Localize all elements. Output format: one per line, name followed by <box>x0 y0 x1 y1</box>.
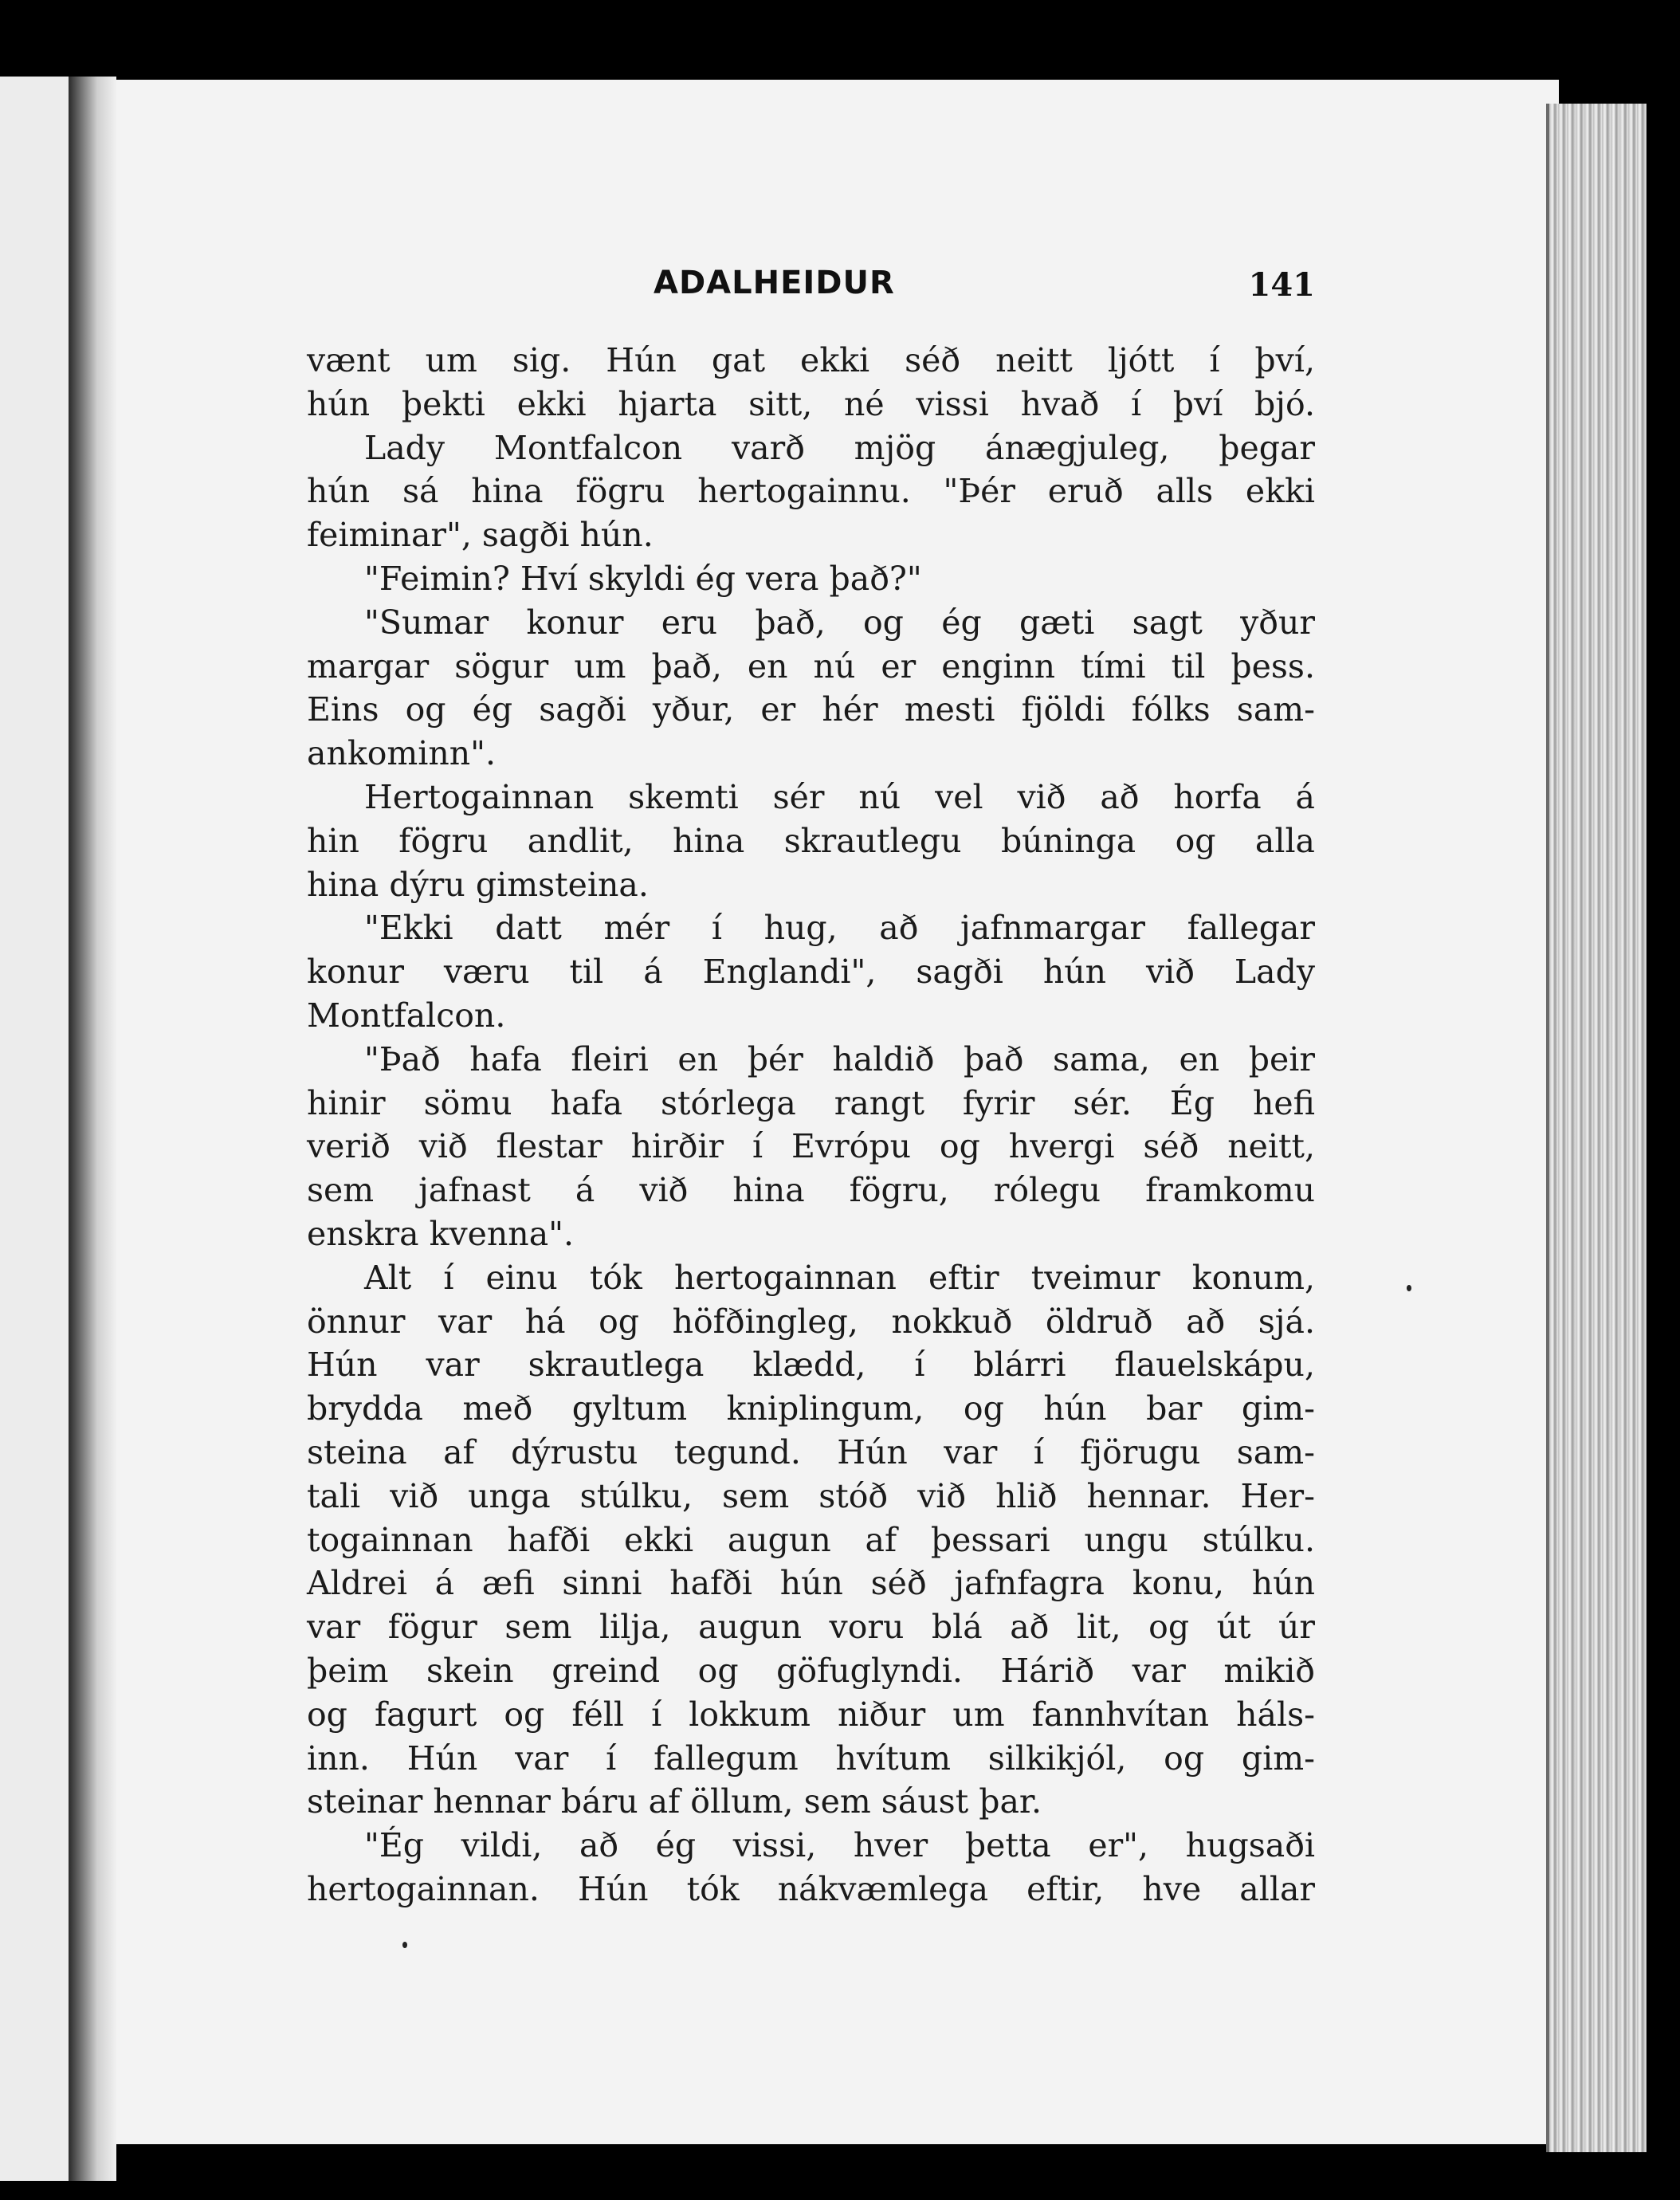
text-line: konur væru til á Englandi", sagði hún við Lady <box>307 953 1315 992</box>
text-line: Alt í einu tók hertogainnan eftir tveimur konum, <box>364 1258 1315 1297</box>
text-line: hin fögru andlit, hina skrautlegu búninga og alla <box>307 821 1315 860</box>
text-line: brydda með gyltum kniplingum, og hún bar gim- <box>307 1389 1315 1428</box>
text-line: önnur var há og höfðingleg, nokkuð öldruð að sjá. <box>307 1302 1315 1341</box>
dust-speck <box>1407 1285 1411 1291</box>
dust-speck <box>402 1942 407 1948</box>
running-title: ADALHEIDUR <box>654 265 895 301</box>
facing-page-edge <box>0 77 78 2181</box>
text-line: steina af dýrustu tegund. Hún var í fjörugu sam- <box>307 1432 1315 1471</box>
text-line: þeim skein greind og göfuglyndi. Hárið var mikið <box>307 1651 1315 1690</box>
text-line: Hertogainnan skemti sér nú vel við að horfa á <box>364 777 1315 816</box>
text-line: Eins og ég sagði yður, er hér mesti fjöldi fólks sam- <box>307 690 1315 729</box>
text-line: og fagurt og féll í lokkum niður um fannhvítan háls- <box>307 1695 1315 1734</box>
text-line: hina dýru gimsteina. <box>307 865 649 904</box>
gutter-shadow <box>69 77 116 2181</box>
running-head <box>307 265 1315 312</box>
text-line: sem jafnast á við hina fögru, rólegu framkomu <box>307 1171 1315 1210</box>
text-line: vænt um sig. Hún gat ekki séð neitt ljótt í því, <box>307 341 1315 379</box>
text-line: inn. Hún var í fallegum hvítum silkikjól, og gim- <box>307 1738 1315 1778</box>
text-line: ankominn". <box>307 734 497 773</box>
text-line: feiminar", sagði hún. <box>307 516 654 555</box>
text-line: "Ég vildi, að ég vissi, hver þetta er", hugsaði <box>364 1826 1315 1865</box>
text-line: hertogainnan. Hún tók nákvæmlega eftir, hve allar <box>307 1869 1315 1908</box>
page-edges <box>1546 104 1647 2152</box>
text-line: Montfalcon. <box>307 996 506 1035</box>
text-line: margar sögur um það, en nú er enginn tími til þess. <box>307 646 1315 686</box>
text-line: verið við flestar hirðir í Evrópu og hvergi séð neitt, <box>307 1127 1315 1166</box>
text-line: "Ekki datt mér í hug, að jafnmargar fallegar <box>364 909 1315 948</box>
text-line: Aldrei á æfi sinni hafði hún séð jafnfagra konu, hún <box>307 1564 1315 1603</box>
text-line: "Það hafa fleiri en þér haldið það sama, en þeir <box>364 1039 1315 1078</box>
text-line: "Feimin? Hví skyldi ég vera það?" <box>364 559 922 598</box>
text-line: var fögur sem lilja, augun voru blá að lit, og út úr <box>307 1608 1315 1647</box>
text-line: "Sumar konur eru það, og ég gæti sagt yður <box>364 603 1315 642</box>
page-number: 141 <box>1248 266 1315 304</box>
text-line: Lady Montfalcon varð mjög ánægjuleg, þegar <box>364 428 1315 467</box>
text-line: tali við unga stúlku, sem stóð við hlið hennar. Her- <box>307 1476 1315 1515</box>
body-text <box>307 339 1315 1911</box>
text-line: Hún var skrautlega klædd, í blárri flauelskápu, <box>307 1346 1315 1385</box>
text-line: enskra kvenna". <box>307 1214 575 1253</box>
text-line: hún þekti ekki hjarta sitt, né vissi hvað í því bjó. <box>307 384 1315 423</box>
text-line: steinar hennar báru af öllum, sem sáust þar. <box>307 1782 1042 1821</box>
text-line: hinir sömu hafa stórlega rangt fyrir sér. Ég hefi <box>307 1083 1315 1122</box>
text-line: hún sá hina fögru hertogainnu. "Þér eruð alls ekki <box>307 472 1315 511</box>
text-line: togainnan hafði ekki augun af þessari ungu stúlku. <box>307 1520 1315 1559</box>
